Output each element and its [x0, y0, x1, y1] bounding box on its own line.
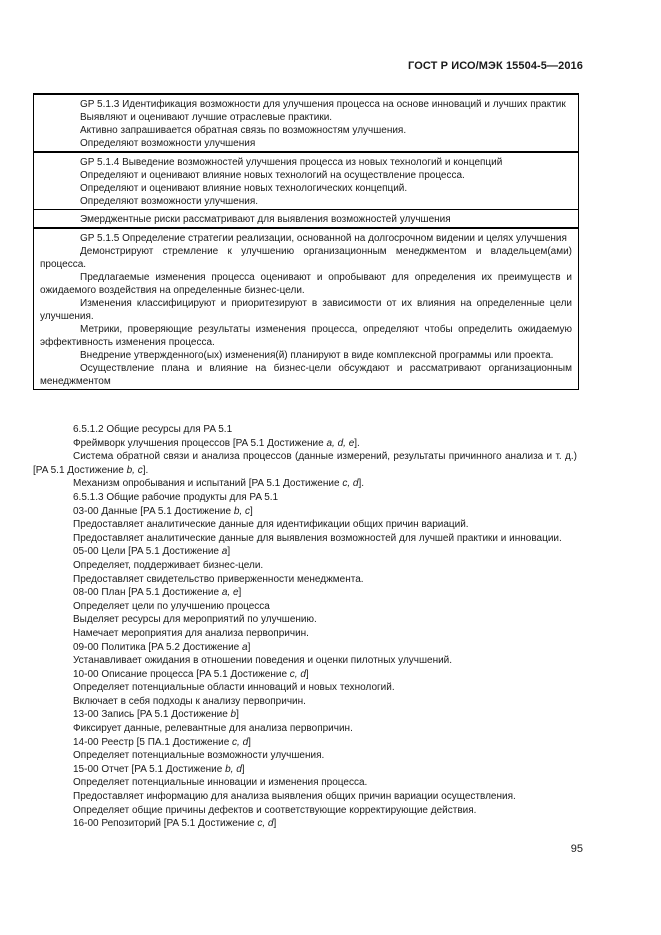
body-paragraph: Определяет потенциальные области инноваций и новых технологий. — [73, 682, 395, 694]
table-row-gp514 — [34, 151, 578, 209]
paragraph-text: ] — [236, 709, 239, 721]
gp515-item: Метрики, проверяющие результаты изменения процесса, определяют чтобы определить ожидаемую эффективность изменения процесса. — [40, 324, 572, 348]
paragraph-text: ] — [305, 668, 309, 680]
paragraph-text: ] — [247, 641, 251, 653]
body-paragraph: Определяет, поддерживает бизнес-цели. — [73, 559, 264, 571]
gp513-title: GP 5.1.3 Идентификация возможности для улучшения процесса на основе инноваций и лучших практик — [80, 99, 566, 110]
body-paragraph — [33, 437, 577, 451]
gp514-item: Определяют и оценивают влияние новых технологий на осуществление процесса. — [80, 170, 465, 181]
body-paragraph: Устанавливает ожидания в отношении поведения и оценки пилотных улучшений. — [73, 655, 453, 667]
body-paragraph: Предоставляет свидетельство приверженности менеджмента. — [73, 573, 364, 585]
paragraph-text: 09-00 Политика [PA 5.2 Достижение — [73, 641, 242, 653]
body-paragraph — [33, 586, 577, 600]
gp515-title: GP 5.1.5 Определение стратегии реализации, основанной на долгосрочном видении и целях улучшения — [80, 233, 567, 244]
document-header: ГОСТ Р ИСО/МЭК 15504-5—2016 — [408, 60, 583, 72]
achievement-letters: c, d — [342, 478, 359, 490]
paragraph-text: 16-00 Репозиторий [PA 5.1 Достижение — [73, 818, 258, 830]
gp515-item: Предлагаемые изменения процесса оценивают и опробывают для определения их преимуществ и ожидаемого воздействия на определенные бизнес-цели. — [40, 272, 572, 296]
paragraph-text: 03-00 Данные [PA 5.1 Достижение — [73, 505, 234, 517]
achievement-letters: a, e — [221, 587, 239, 599]
achievement-letters: c, d — [289, 668, 306, 680]
practices-table — [33, 93, 579, 390]
body-paragraph — [33, 668, 577, 682]
paragraph-text: ] — [227, 546, 231, 558]
gp515-item: Осуществление плана и влияние на бизнес-цели обсуждают и рассматривают организационным менеджментом — [40, 363, 572, 387]
paragraph-text: Система обратной связи и анализа процессов (данные измерений, результаты причинного анализа и т. д.) [PA 5.1 Достижение — [33, 451, 577, 476]
paragraph-text: ] — [238, 587, 242, 599]
body-paragraph: Определяет цели по улучшению процесса — [73, 600, 270, 612]
body-paragraph: Определяет потенциальные инновации и изменения процесса. — [73, 777, 368, 789]
body-paragraph — [33, 763, 577, 777]
achievement-letters: b, c — [233, 505, 250, 517]
body-paragraph: Определяет потенциальные возможности улучшения. — [73, 750, 325, 762]
body-paragraph — [33, 817, 577, 831]
gp514-item: Определяют и оценивают влияние новых технологических концепций. — [80, 183, 408, 194]
gp514-last-item: Эмерджентные риски рассматривают для выявления возможностей улучшения — [80, 214, 451, 225]
achievement-letters: c, d — [257, 818, 274, 830]
paragraph-text: 13-00 Запись [PA 5.1 Достижение — [73, 709, 231, 721]
paragraph-text: ]. — [142, 464, 149, 476]
paragraph-text: Механизм опробывания и испытаний [PA 5.1 Достижение — [73, 478, 343, 490]
paragraph-text: ] — [273, 818, 277, 830]
body-paragraph: Предоставляет информацию для анализа выявления общих причин вариации осуществления. — [73, 791, 516, 803]
gp515-item: Демонстрируют стремление к улучшению организационным менеджментом и владельцем(ами) процесса. — [40, 246, 572, 270]
body-paragraph — [33, 708, 577, 722]
body-paragraph — [33, 477, 577, 491]
body-paragraph: Выделяет ресурсы для мероприятий по улучшению. — [73, 614, 317, 626]
gp513-item: Выявляют и оценивают лучшие отраслевые практики. — [80, 112, 333, 123]
paragraph-text: ] — [248, 736, 251, 748]
paragraph-text: ] — [241, 763, 245, 775]
body-text — [33, 423, 577, 831]
achievement-letters: a — [221, 546, 228, 558]
body-paragraph: Намечает мероприятия для анализа первопричин. — [73, 627, 309, 639]
gp515-item: Изменения классифицируют и приоритезируют в зависимости от их влияния на определенные цели улучшения. — [40, 298, 572, 322]
achievement-letters: b — [230, 709, 237, 721]
gp513-item: Активно запрашивается обратная связь по возможностям улучшения. — [80, 125, 407, 136]
body-paragraph — [33, 641, 577, 655]
achievement-letters: a, d, e — [326, 437, 355, 449]
paragraph-text: 10-00 Описание процесса [PA 5.1 Достижение — [73, 668, 290, 680]
paragraph-text: ] — [249, 505, 253, 517]
achievement-letters: a — [242, 641, 248, 653]
gp513-item: Определяют возможности улучшения — [80, 138, 256, 149]
body-paragraph: Предоставляет аналитические данные для выявления возможностей для лучшей практики и инновации. — [73, 532, 562, 544]
achievement-letters: b, d — [225, 763, 242, 775]
table-row-gp515 — [34, 227, 578, 389]
gp514-title: GP 5.1.4 Выведение возможностей улучшения процесса из новых технологий и концепций — [80, 157, 503, 168]
body-paragraph — [33, 736, 577, 750]
body-paragraph: 6.5.1.2 Общие ресурсы для PA 5.1 — [73, 424, 233, 435]
body-paragraph — [33, 450, 577, 477]
body-paragraph: Предоставляет аналитические данные для идентификации общих причин вариаций. — [73, 519, 469, 531]
body-paragraph: Включает в себя подходы к анализу первопричин. — [73, 695, 306, 707]
body-paragraph — [33, 545, 577, 559]
body-paragraph: Фиксирует данные, релевантные для анализа первопричин. — [73, 723, 353, 735]
achievement-letters: c, d — [232, 736, 249, 748]
gp514-item: Определяют возможности улучшения. — [80, 196, 259, 207]
paragraph-text: 14-00 Реестр [5 ПА.1 Достижение — [73, 736, 233, 748]
paragraph-text: ]. — [358, 478, 364, 490]
page-number: 95 — [570, 843, 583, 855]
paragraph-text: 05-00 Цели [PA 5.1 Достижение — [73, 546, 222, 558]
paragraph-text: 15-00 Отчет [PA 5.1 Достижение — [73, 763, 226, 775]
gp515-item: Внедрение утвержденного(ых) изменения(й) планируют в виде комплексной программы или проекта. — [80, 350, 554, 361]
table-row-gp513 — [34, 95, 578, 151]
table-row-gp514-risk — [34, 209, 578, 227]
paragraph-text: 08-00 План [PA 5.1 Достижение — [73, 587, 222, 599]
body-paragraph: 6.5.1.3 Общие рабочие продукты для PA 5.1 — [73, 491, 279, 503]
paragraph-text: ]. — [354, 437, 360, 449]
body-paragraph — [33, 505, 577, 519]
body-paragraph: Определяет общие причины дефектов и соответствующие корректирующие действия. — [73, 804, 477, 816]
achievement-letters: b, c — [126, 464, 143, 476]
paragraph-text: Фреймворк улучшения процессов [PA 5.1 Достижение — [73, 437, 327, 449]
